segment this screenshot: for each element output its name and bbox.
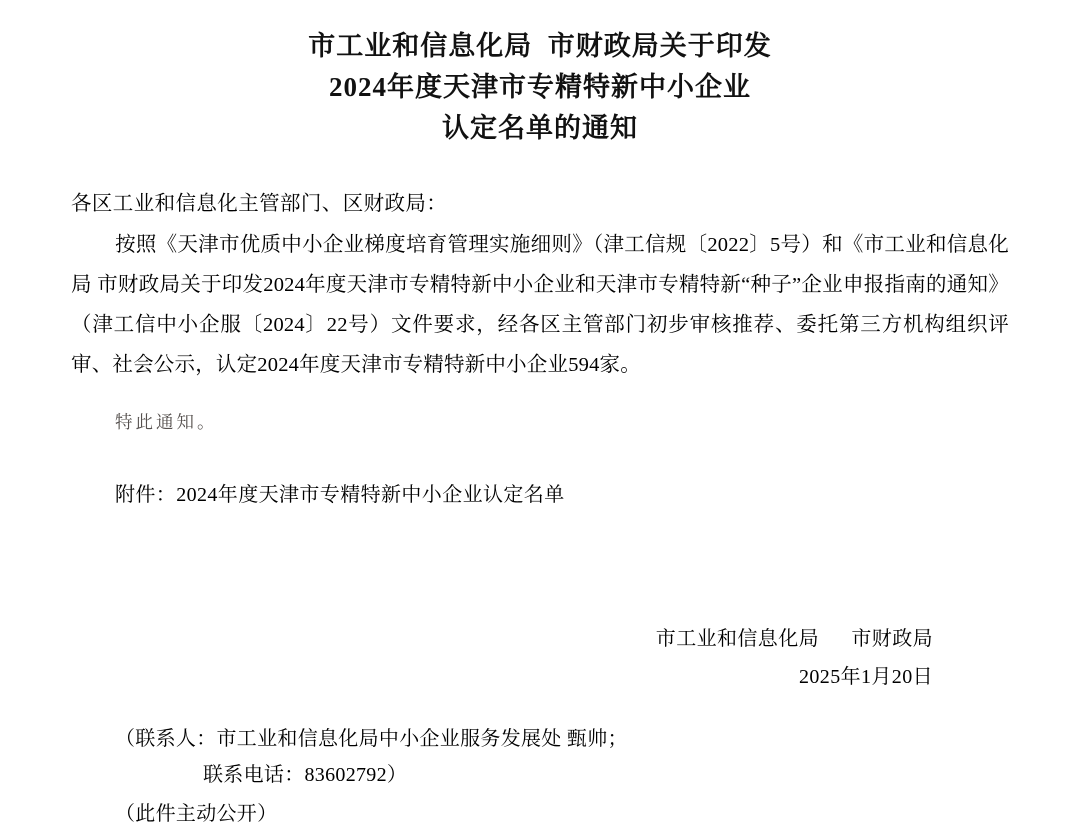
signature-organizations: 市工业和信息化局 市财政局 xyxy=(655,628,933,650)
salutation: 各区工业和信息化主管部门、区财政局： xyxy=(71,193,448,215)
body-paragraph-text: 按照《天津市优质中小企业梯度培育管理实施细则》（津工信规〔2022〕5号）和《市工业和信息化局 市财政局关于印发2024年度天津市专精特新中小企业和天津市专精特新“种子”企业申报指南的通知》（津工信中小企服〔2024〕22号）文件要求，经各区主管部门初步审核推荐、委托第三方机构组织评审、社会公示，认定2024年度天津市专精特新中小企业594家。 xyxy=(71,234,1009,376)
contact-person: （联系人：市工业和信息化局中小企业服务发展处 甄帅； xyxy=(115,728,628,750)
notice-line: 特此通知。 xyxy=(115,412,218,432)
title-line-2: 2024年度天津市专精特新中小企业 xyxy=(329,72,751,102)
disclosure-note: （此件主动公开） xyxy=(115,803,278,825)
contact-block xyxy=(115,721,1009,793)
page-title xyxy=(0,0,1080,149)
signature-block xyxy=(71,621,1009,695)
title-line-1: 市工业和信息化局 市财政局关于印发 xyxy=(308,31,772,61)
title-line-3: 认定名单的通知 xyxy=(442,113,638,143)
contact-phone: 联系电话：83602792） xyxy=(203,764,408,786)
body-paragraph xyxy=(71,225,1009,385)
document-body xyxy=(71,149,1009,831)
attachment-line: 附件：2024年度天津市专精特新中小企业认定名单 xyxy=(115,484,565,506)
signature-date: 2025年1月20日 xyxy=(799,666,933,688)
